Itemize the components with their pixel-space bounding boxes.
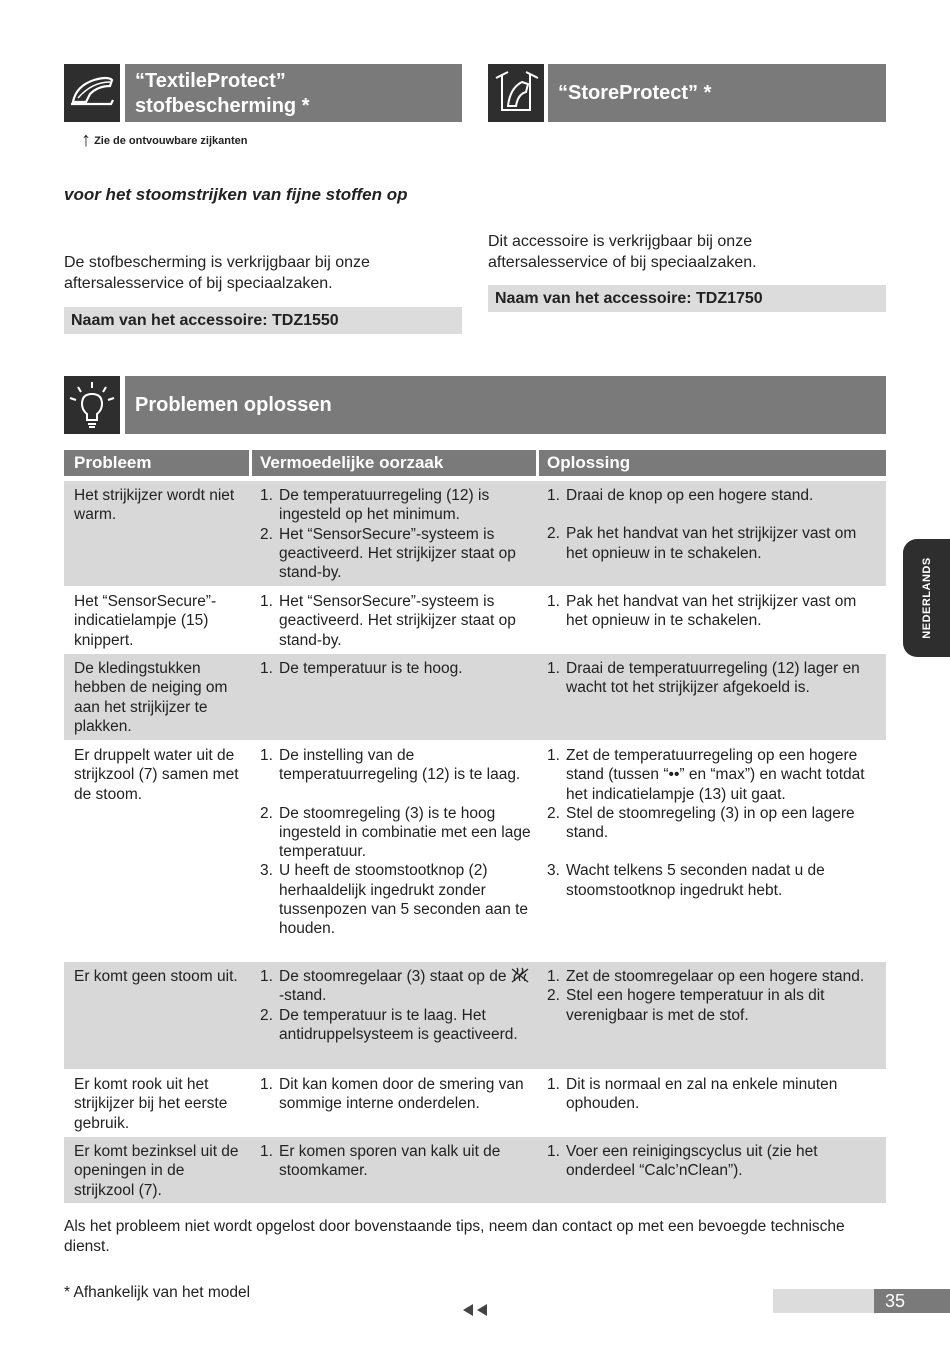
language-label: NEDERLANDS xyxy=(920,557,933,639)
textile-accessory: Naam van het accessoire: TDZ1550 xyxy=(64,307,462,334)
row-problem: Het “SensorSecure”-indicatielampje (15) knippert. xyxy=(74,593,217,649)
cause-item: 2. De temperatuur is te laag. Het antidruppelsysteem is geactiveerd. xyxy=(260,1006,518,1043)
iron-storage-icon xyxy=(488,64,544,122)
lightbulb-icon xyxy=(64,376,120,434)
solution-item: 1. Draai de temperatuurregeling (12) lager en wacht tot het strijkijzer afgekoeld is. xyxy=(547,660,860,697)
solution-text: Pak het handvat van het strijkijzer vast om het opnieuw in te schakelen. xyxy=(566,525,857,562)
cause-item: 2. Het “SensorSecure”-systeem is geactiveerd. Het strijkijzer staat op stand-by. xyxy=(260,525,516,582)
header-cause: Vermoedelijke oorzaak xyxy=(260,453,444,472)
row-causes xyxy=(260,592,532,650)
row-causes xyxy=(260,967,532,1044)
row-causes xyxy=(260,746,532,939)
fold-note-text: Zie de ontvouwbare zijkanten xyxy=(94,135,248,147)
cause-text: De stoomregeling (3) is te hoog ingesteld in combinatie met een lage temperatuur. xyxy=(279,804,531,861)
cause-item: 1. De temperatuur is te hoog. xyxy=(260,660,463,677)
solution-item: 2. Pak het handvat van het strijkijzer vast om het opnieuw in te schakelen. xyxy=(547,525,857,562)
arrow-up-icon: ↑ xyxy=(81,129,91,151)
cause-item: 3. U heeft de stoomstootknop (2) herhaaldelijk ingedrukt zonder tussenpozen van 5 seconden aan te houden. xyxy=(260,862,529,938)
solution-text: Zet de stoomregelaar op een hogere stand. xyxy=(566,968,865,985)
textile-title-line2: stofbescherming * xyxy=(135,95,310,117)
row-solutions xyxy=(547,1075,872,1114)
row-problem: Er komt geen stoom uit. xyxy=(74,968,238,985)
cause-item: 1. De instelling van de temperatuurregeling (12) is te laag. xyxy=(260,747,521,784)
solution-item: 1. Pak het handvat van het strijkijzer vast om het opnieuw in te schakelen. xyxy=(547,593,857,630)
cause-text: U heeft de stoomstootknop (2) herhaaldelijk ingedrukt zonder tussenpozen van 5 seconden aan te houden. xyxy=(279,862,529,938)
solution-item: 1. Draai de knop op een hogere stand. xyxy=(547,487,814,504)
troubleshoot-footer-note: Als het probleem niet wordt opgelost door bovenstaande tips, neem dan contact op met een bevoegde technische dienst. xyxy=(64,1218,845,1255)
header-divider xyxy=(249,450,252,476)
row-solutions xyxy=(547,1142,872,1181)
footnote: * Afhankelijk van het model xyxy=(64,1284,251,1301)
table-row xyxy=(64,481,886,586)
textile-subtitle: voor het stoomstrijken van fijne stoffen op xyxy=(64,185,408,204)
row-solutions xyxy=(547,967,872,1025)
store-title-bar xyxy=(548,64,886,122)
solution-text: Draai de knop op een hogere stand. xyxy=(566,487,814,504)
row-problem: Het strijkijzer wordt niet warm. xyxy=(74,487,235,524)
row-causes xyxy=(260,486,532,582)
row-solutions xyxy=(547,659,872,698)
no-steam-icon xyxy=(511,967,529,983)
row-solutions xyxy=(547,746,872,900)
solution-item: 1. Zet de temperatuurregeling op een hogere stand (tussen “••” en “max”) en wacht totdat het indicatielampje (13) uit gaat. xyxy=(547,747,865,803)
solution-text: Wacht telkens 5 seconden nadat u de stoomstootknop ingedrukt hebt. xyxy=(566,862,825,899)
store-body: Dit accessoire is verkrijgbaar bij onze aftersalesservice of bij speciaalzaken. xyxy=(488,233,757,271)
solution-text: Zet de temperatuurregeling op een hogere stand (tussen “••” en “max”) en wacht totdat het indicatielampje (13) uit gaat. xyxy=(566,747,865,803)
textile-title-bar xyxy=(125,64,462,122)
double-arrow-left-icon xyxy=(462,1303,488,1322)
row-problem: Er komt bezinksel uit de openingen in de strijkzool (7). xyxy=(74,1143,239,1199)
table-row xyxy=(64,962,886,1069)
solution-text: Stel de stoomregeling (3) in op een lagere stand. xyxy=(566,804,855,842)
page-number: 35 xyxy=(874,1289,950,1313)
cause-text: Het “SensorSecure”-systeem is geactiveerd. Het strijkijzer staat op stand-by. xyxy=(279,525,516,582)
solution-text: Draai de temperatuurregeling (12) lager en wacht tot het strijkijzer afgekoeld is. xyxy=(566,660,860,697)
cause-text: Er komen sporen van kalk uit de stoomkamer. xyxy=(279,1143,501,1180)
row-problem: Er komt rook uit het strijkijzer bij het eerste gebruik. xyxy=(74,1076,228,1132)
cause-item: 1. De stoomregelaar (3) staat op de -stand. xyxy=(260,967,532,1006)
cause-item: 1. De temperatuurregeling (12) is ingesteld op het minimum. xyxy=(260,487,490,524)
header-solution: Oplossing xyxy=(547,453,631,472)
solution-text: Voer een reinigingscyclus uit (zie het onderdeel “Calc’nClean”). xyxy=(566,1143,818,1180)
header-problem: Probleem xyxy=(74,453,152,472)
cause-item: 1. Het “SensorSecure”-systeem is geactiveerd. Het strijkijzer staat op stand-by. xyxy=(260,593,516,649)
header-divider xyxy=(536,450,539,476)
table-row xyxy=(64,654,886,740)
cause-suffix: -stand. xyxy=(279,987,327,1005)
language-side-tab xyxy=(903,539,950,657)
fold-note xyxy=(81,129,247,152)
store-accessory: Naam van het accessoire: TDZ1750 xyxy=(488,285,886,312)
solution-item: 2. Stel een hogere temperatuur in als dit verenigbaar is met de stof. xyxy=(547,987,825,1024)
row-problem: De kledingstukken hebben de neiging om aan het strijkijzer te plakken. xyxy=(74,660,228,735)
row-causes xyxy=(260,659,532,678)
solution-text: Dit is normaal en zal na enkele minuten ophouden. xyxy=(566,1076,838,1113)
cause-text: De temperatuur is te laag. Het antidruppelsysteem is geactiveerd. xyxy=(279,1006,518,1043)
table-row xyxy=(64,1137,886,1203)
table-row xyxy=(64,1070,886,1136)
cause-text: De stoomregelaar (3) staat op de xyxy=(279,968,507,985)
solution-item: 1. Zet de stoomregelaar op een hogere stand. xyxy=(547,968,865,985)
cause-item: 1. Dit kan komen door de smering van sommige interne onderdelen. xyxy=(260,1076,524,1113)
iron-icon xyxy=(64,64,120,122)
row-causes xyxy=(260,1142,532,1181)
table-header xyxy=(64,450,886,476)
solution-text: Pak het handvat van het strijkijzer vast om het opnieuw in te schakelen. xyxy=(566,593,857,630)
cause-item: 1. Er komen sporen van kalk uit de stoomkamer. xyxy=(260,1143,501,1180)
solution-text: Stel een hogere temperatuur in als dit verenigbaar is met de stof. xyxy=(566,987,825,1024)
textile-title-line1: “TextileProtect” xyxy=(135,70,286,92)
cause-item: 2. De stoomregeling (3) is te hoog ingesteld in combinatie met een lage temperatuur. xyxy=(260,804,531,861)
solution-item: 2. Stel de stoomregeling (3) in op een lagere stand. xyxy=(547,804,855,842)
store-title: “StoreProtect” * xyxy=(558,82,712,104)
textile-body: De stofbescherming is verkrijgbaar bij onze aftersalesservice of bij speciaalzaken. xyxy=(64,254,370,292)
cause-text: De instelling van de temperatuurregeling (12) is te laag. xyxy=(279,747,521,784)
row-causes xyxy=(260,1075,532,1114)
row-solutions xyxy=(547,592,872,631)
cause-text: Dit kan komen door de smering van sommige interne onderdelen. xyxy=(279,1076,524,1113)
troubleshoot-title-bar xyxy=(125,376,886,434)
store-icon-box xyxy=(488,64,544,122)
table-row xyxy=(64,741,886,961)
solution-item: 1. Dit is normaal en zal na enkele minuten ophouden. xyxy=(547,1076,838,1113)
troubleshoot-title: Problemen oplossen xyxy=(135,394,332,416)
troubleshoot-icon-box xyxy=(64,376,120,434)
cause-text: De temperatuur is te hoog. xyxy=(279,660,463,677)
cause-text: De temperatuurregeling (12) is ingesteld op het minimum. xyxy=(279,487,490,524)
solution-item: 1. Voer een reinigingscyclus uit (zie het onderdeel “Calc’nClean”). xyxy=(547,1143,818,1180)
row-problem: Er druppelt water uit de strijkzool (7) samen met de stoom. xyxy=(74,747,239,803)
row-solutions xyxy=(547,486,872,563)
cause-text: Het “SensorSecure”-systeem is geactiveerd. Het strijkijzer staat op stand-by. xyxy=(279,593,516,649)
solution-item: 3. Wacht telkens 5 seconden nadat u de stoomstootknop ingedrukt hebt. xyxy=(547,862,825,899)
textile-icon-box xyxy=(64,64,120,122)
table-row xyxy=(64,587,886,653)
